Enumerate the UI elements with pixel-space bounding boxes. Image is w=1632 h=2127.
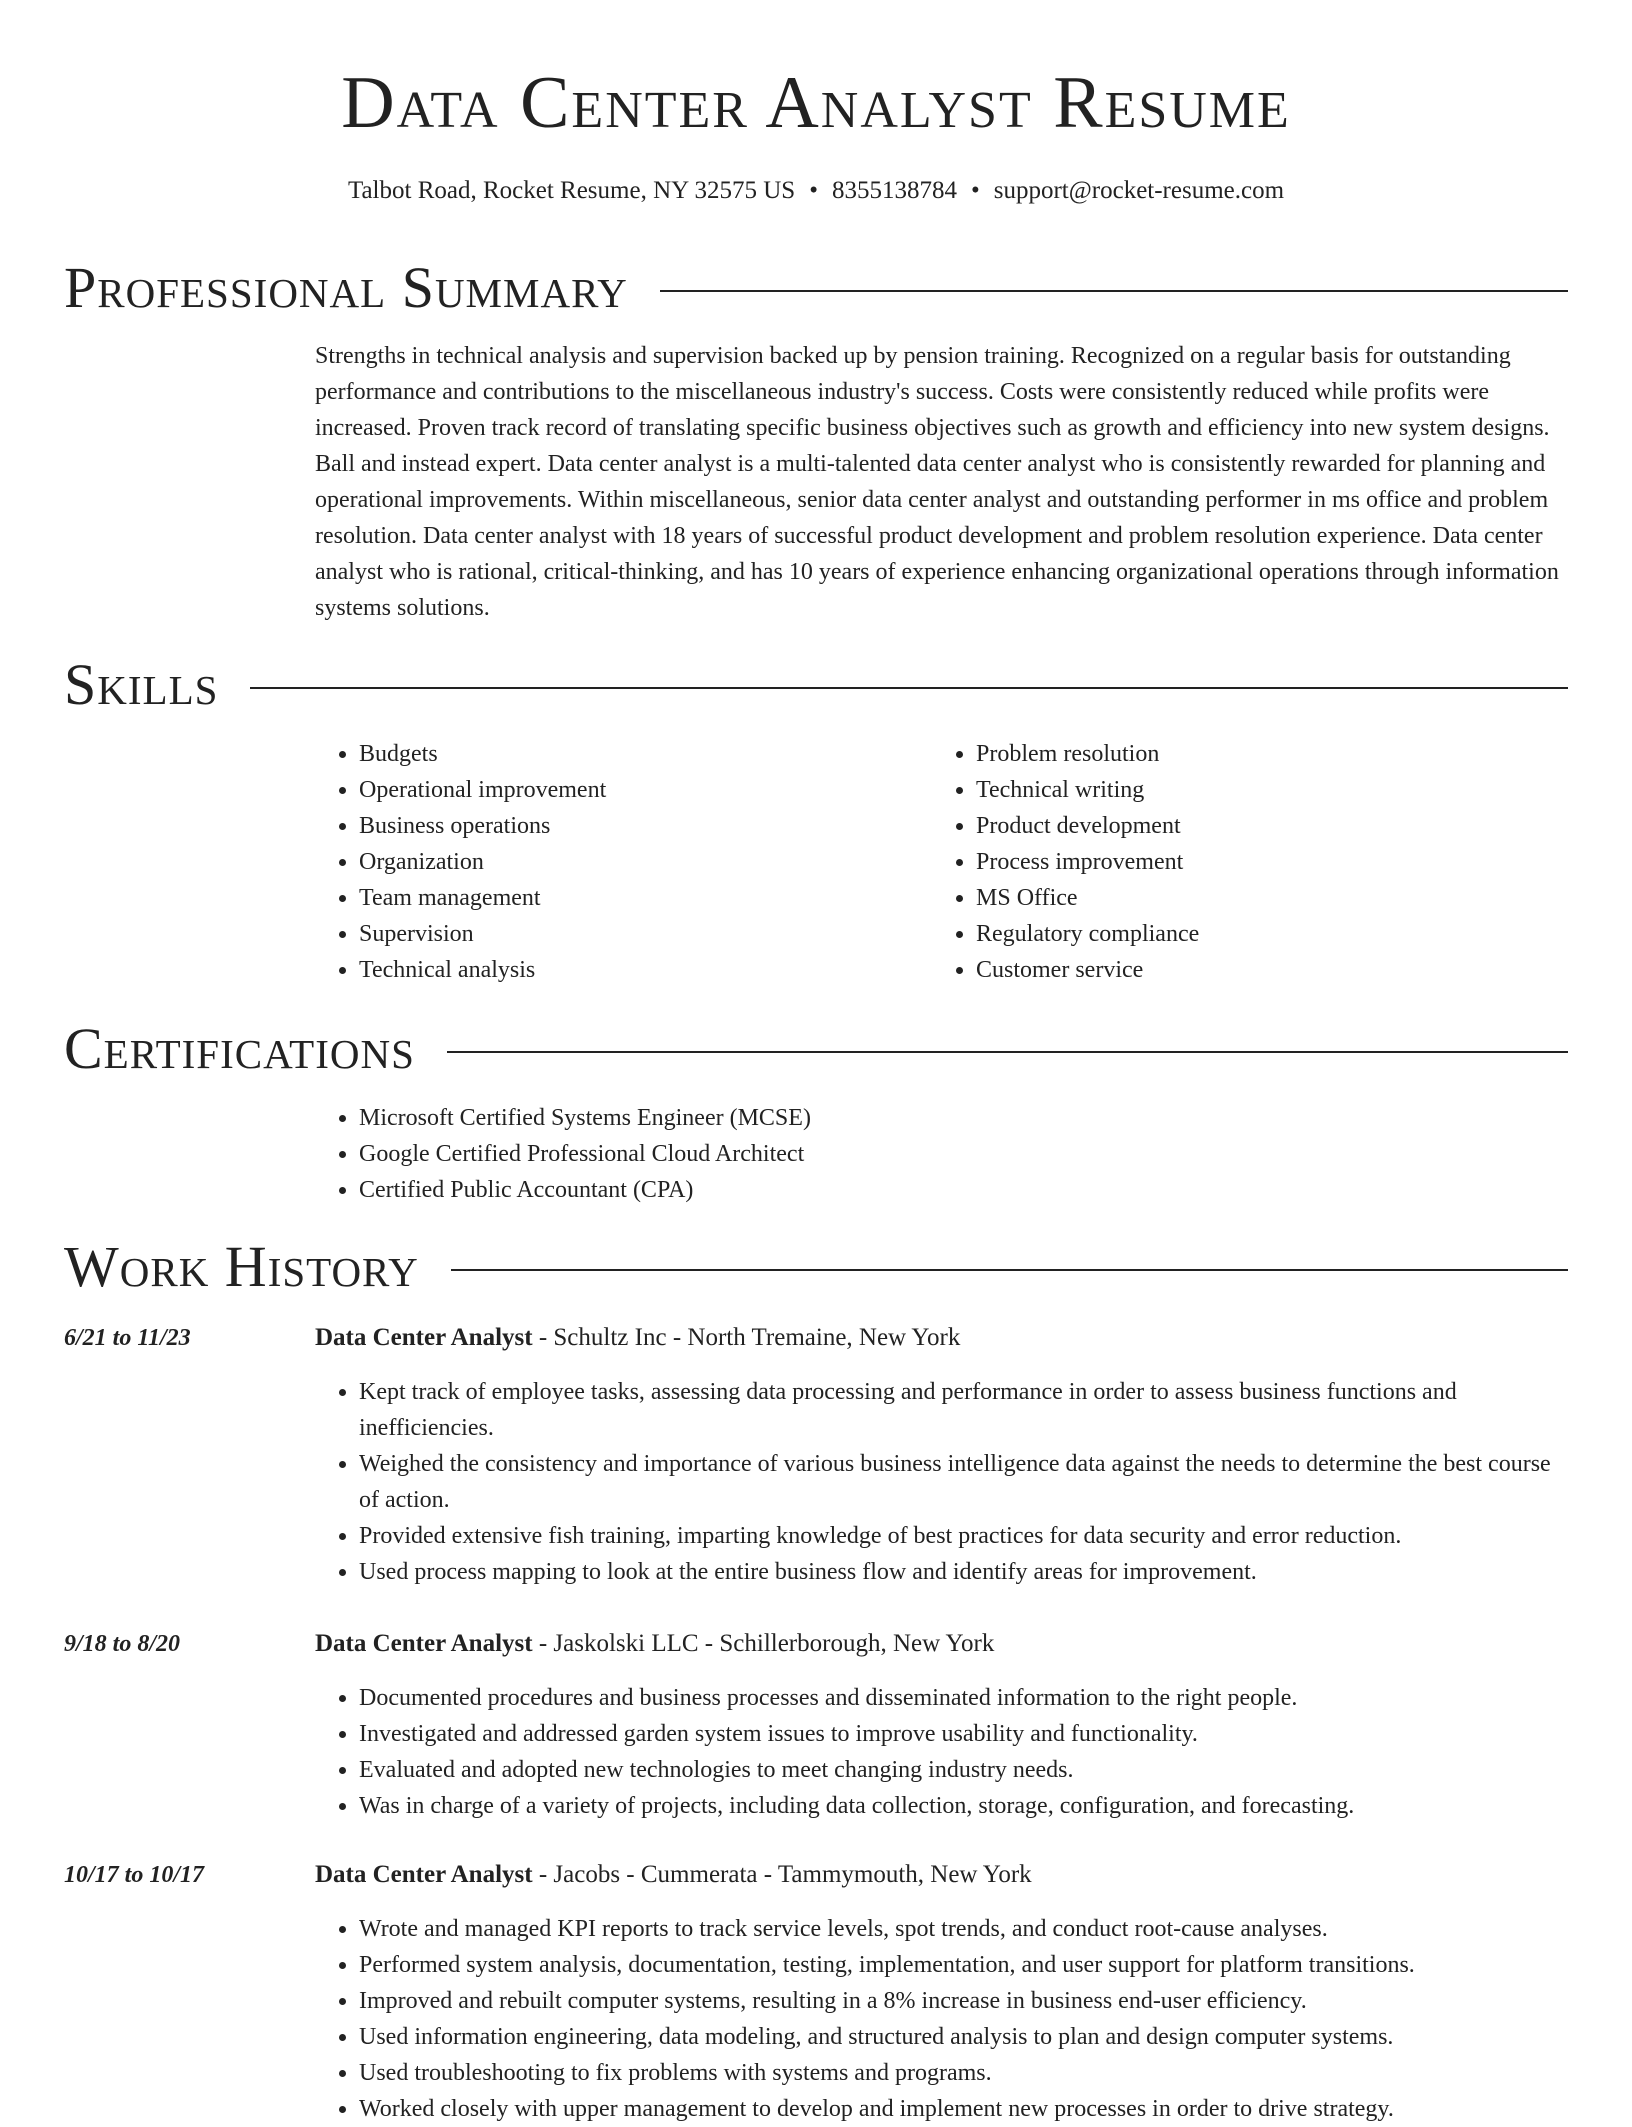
skill-item: • MS Office	[976, 880, 1532, 916]
skill-item: • Product development	[976, 808, 1532, 844]
duty-item: • Investigated and addressed garden system issues to improve usability and functionality.	[359, 1716, 1568, 1752]
skill-item: • Customer service	[976, 952, 1532, 988]
contact-line	[0, 174, 1632, 208]
skill-item: • Process improvement	[976, 844, 1532, 880]
duty-item: • Documented procedures and business processes and disseminated information to the right people.	[359, 1680, 1568, 1716]
section-divider	[447, 1051, 1568, 1053]
skills-list-left	[315, 736, 875, 988]
skills-column-left	[315, 736, 875, 988]
skill-item: • Organization	[359, 844, 875, 880]
section-divider	[660, 290, 1568, 292]
certification-item: • Microsoft Certified Systems Engineer (MCSE)	[359, 1100, 1515, 1136]
work-history-heading: Work History	[64, 1234, 419, 1299]
skill-item: • Budgets	[359, 736, 875, 772]
job-dates: 9/18 to 8/20	[64, 1631, 181, 1657]
skill-item: • Problem resolution	[976, 736, 1532, 772]
job-header	[315, 1857, 1032, 1893]
section-divider	[250, 687, 1568, 689]
job-role: Data Center Analyst	[315, 1861, 533, 1888]
duty-item: • Evaluated and adopted new technologies to meet changing industry needs.	[359, 1752, 1568, 1788]
contact-separator: •	[970, 177, 980, 204]
duty-item: • Used information engineering, data modeling, and structured analysis to plan and design computer systems.	[359, 2019, 1568, 2055]
duty-item: • Was in charge of a variety of projects, including data collection, storage, configuration, and forecasting.	[359, 1788, 1568, 1824]
job-role: Data Center Analyst	[315, 1630, 533, 1657]
skills-list-right	[932, 736, 1532, 988]
duty-item: • Used process mapping to look at the entire business flow and identify areas for improvement.	[359, 1554, 1568, 1590]
skills-column-right	[932, 736, 1532, 988]
contact-phone: 8355138784	[831, 177, 957, 204]
certifications-section-header	[64, 1017, 1568, 1081]
certification-item: • Google Certified Professional Cloud Architect	[359, 1136, 1515, 1172]
resume-title: Data Center Analyst Resume	[341, 62, 1291, 144]
duty-item: • Wrote and managed KPI reports to track service levels, spot trends, and conduct root-cause analyses.	[359, 1911, 1568, 1947]
skill-item: • Technical writing	[976, 772, 1532, 808]
summary-text: Strengths in technical analysis and supervision backed up by pension training. Recognized on a regular basis for outstanding performance and contributions to the miscellaneous industry's success. Costs were consistently reduced while profits were increased. Proven track record of translating specific business objectives such as growth and efficiency into new system designs. Ball and instead expert. Data center analyst is a multi-talented data center analyst who is consistently rewarded for planning and operational improvements. Within miscellaneous, senior data center analyst and outstanding performer in ms office and problem resolution. Data center analyst with 18 years of successful product development and problem resolution experience. Data center analyst who is rational, critical-thinking, and has 10 years of experience enhancing organizational operations through information systems solutions.	[315, 343, 1559, 621]
certifications-heading: Certifications	[64, 1016, 415, 1081]
skill-item: • Regulatory compliance	[976, 916, 1532, 952]
job-header	[315, 1626, 994, 1662]
job-role: Data Center Analyst	[315, 1324, 533, 1351]
duties-list	[315, 1911, 1568, 2127]
job-employer-location: - Jacobs - Cummerata - Tammymouth, New York	[532, 1861, 1032, 1888]
job-duties	[315, 1911, 1568, 2127]
skill-item: • Supervision	[359, 916, 875, 952]
skill-item: • Operational improvement	[359, 772, 875, 808]
duties-list	[315, 1374, 1568, 1590]
certification-item: • Certified Public Accountant (CPA)	[359, 1172, 1515, 1208]
contact-address: Talbot Road, Rocket Resume, NY 32575 US	[347, 177, 796, 204]
duty-item: • Used troubleshooting to fix problems with systems and programs.	[359, 2055, 1568, 2091]
skill-item: • Team management	[359, 880, 875, 916]
job-employer-location: - Jaskolski LLC - Schillerborough, New York	[532, 1630, 995, 1657]
duty-item: • Provided extensive fish training, imparting knowledge of best practices for data security and error reduction.	[359, 1518, 1568, 1554]
job-header	[315, 1320, 960, 1356]
certifications-block	[315, 1100, 1515, 1208]
skills-heading: Skills	[64, 652, 219, 717]
skill-item: • Business operations	[359, 808, 875, 844]
duty-item: • Weighed the consistency and importance of various business intelligence data against the needs to determine the best course of action.	[359, 1446, 1568, 1518]
contact-email: support@rocket-resume.com	[993, 177, 1285, 204]
summary-section-header	[64, 256, 1568, 320]
job-employer-location: - Schultz Inc - North Tremaine, New York	[532, 1324, 961, 1351]
duty-item: • Improved and rebuilt computer systems, resulting in a 8% increase in business end-user efficiency.	[359, 1983, 1568, 2019]
duty-item: • Worked closely with upper management to develop and implement new processes in order to drive strategy.	[359, 2091, 1568, 2127]
duty-item: • Performed system analysis, documentation, testing, implementation, and user support for platform transitions.	[359, 1947, 1568, 1983]
skill-item: • Technical analysis	[359, 952, 875, 988]
job-dates: 10/17 to 10/17	[64, 1862, 205, 1888]
job-dates: 6/21 to 11/23	[64, 1325, 191, 1351]
section-divider	[451, 1269, 1568, 1271]
duty-item: • Kept track of employee tasks, assessing data processing and performance in order to assess business functions and inefficiencies.	[359, 1374, 1568, 1446]
duties-list	[315, 1680, 1568, 1824]
work-history-section-header	[64, 1235, 1568, 1299]
job-duties	[315, 1374, 1568, 1590]
summary-heading: Professional Summary	[64, 255, 628, 320]
contact-separator: •	[809, 177, 818, 204]
skills-section-header	[64, 653, 1568, 717]
job-duties	[315, 1680, 1568, 1824]
certifications-list	[315, 1100, 1515, 1208]
